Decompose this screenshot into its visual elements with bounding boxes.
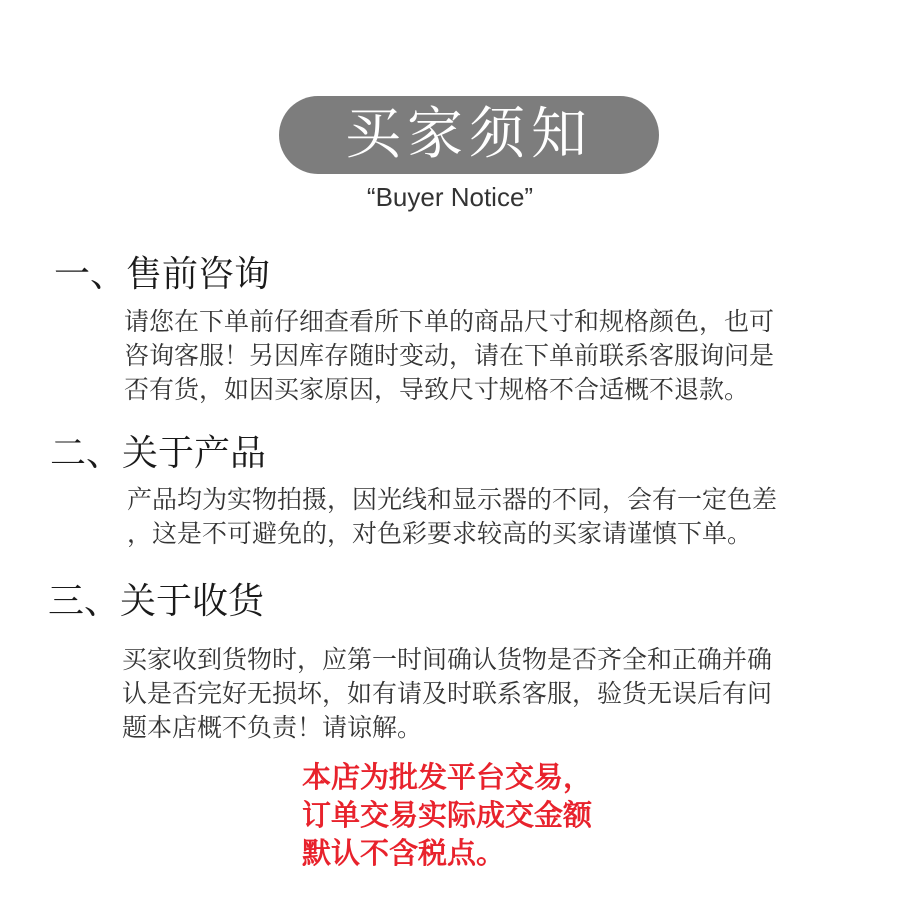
page-subtitle: “Buyer Notice”: [366, 182, 534, 212]
paragraph-line: 咨询客服！另因库存随时变动，请在下单前联系客服询问是: [124, 341, 775, 370]
notice-line: 订单交易实际成交金额: [302, 798, 593, 832]
section-body-presale: [124, 305, 774, 407]
section-heading-product: 二、关于产品: [50, 433, 267, 474]
section-body-product: [127, 483, 777, 551]
tax-notice: [302, 758, 592, 872]
paragraph-line: 产品均为实物拍摄，因光线和显示器的不同，会有一定色差: [127, 485, 778, 514]
paragraph-line: 认是否完好无损坏，如有请及时联系客服，验货无误后有问: [122, 679, 773, 708]
title-banner: [279, 96, 659, 174]
paragraph-line: ，这是不可避免的，对色彩要求较高的买家请谨慎下单。: [127, 519, 753, 548]
notice-line: 默认不含税点。: [302, 836, 506, 870]
paragraph-line: 否有货，如因买家原因，导致尺寸规格不合适概不退款。: [124, 375, 750, 404]
paragraph-line: 题本店概不负责！请谅解。: [122, 713, 423, 742]
paragraph-line: 请您在下单前仔细查看所下单的商品尺寸和规格颜色，也可: [124, 307, 775, 336]
section-heading-presale: 一、售前咨询: [54, 254, 271, 295]
section-heading-receiving: 三、关于收货: [48, 581, 265, 622]
notice-line: 本店为批发平台交易，: [302, 760, 593, 794]
section-body-receiving: [122, 643, 772, 745]
paragraph-line: 买家收到货物时，应第一时间确认货物是否齐全和正确并确: [122, 645, 773, 674]
page-title: 买家须知: [345, 102, 593, 167]
